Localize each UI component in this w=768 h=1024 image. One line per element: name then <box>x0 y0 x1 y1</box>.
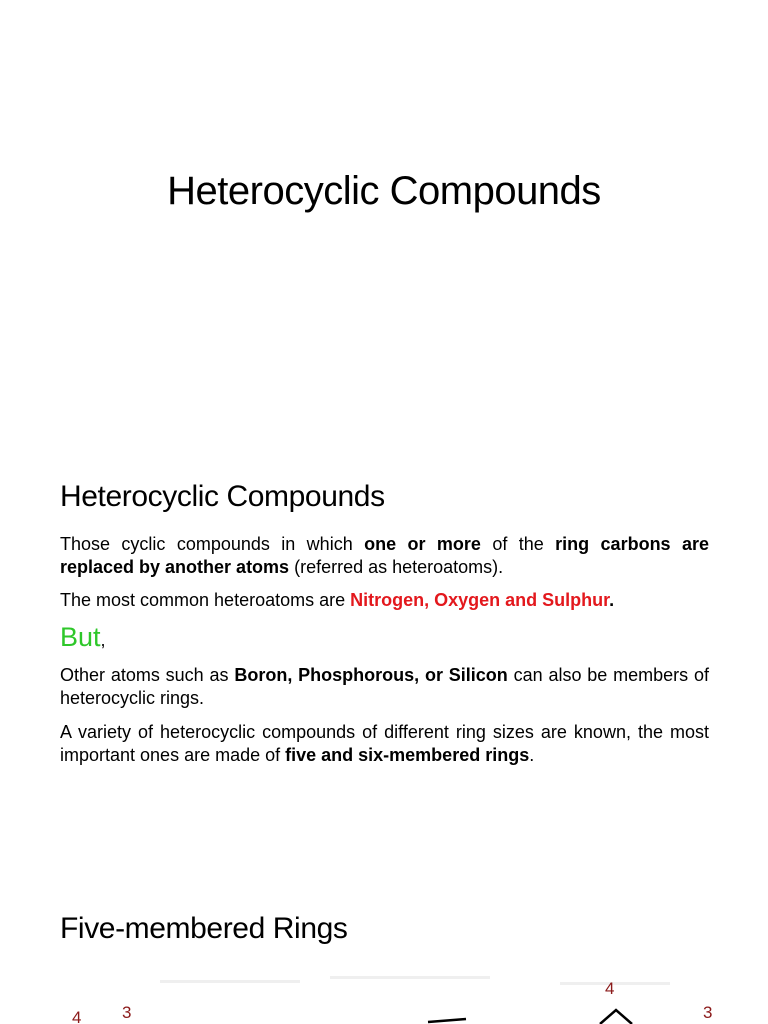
definition-text: Those cyclic compounds in which <box>60 534 365 554</box>
heteroatoms-highlight: Nitrogen, Oxygen and Sulphur <box>350 590 610 610</box>
ring-number-label: 3 <box>122 1003 132 1022</box>
other-emphasis: Boron, Phosphorous, or Silicon <box>234 665 508 685</box>
common-heteroatoms-paragraph <box>60 589 709 612</box>
but-word: But <box>60 622 101 652</box>
ring-number-label: 3 <box>703 1003 713 1022</box>
other-text: can also be members of heterocyclic rings. <box>60 665 709 708</box>
ring-structures-figure <box>0 962 768 1024</box>
but-paragraph <box>60 620 709 657</box>
variety-emphasis: five and six-membered rings <box>285 745 530 765</box>
definition-text: of the <box>480 534 556 554</box>
ring-number-label: 4 <box>72 1008 82 1024</box>
variety-text: . <box>529 745 535 765</box>
title-slide <box>0 0 768 430</box>
common-text: The most common heteroatoms are <box>60 590 351 610</box>
variety-text: A variety of heterocyclic compounds of different ring sizes are known, the most important ones are made of <box>60 722 709 765</box>
faint-marks <box>160 976 670 985</box>
ring-sizes-paragraph <box>60 721 709 767</box>
ring-number-label: 4 <box>605 979 615 998</box>
common-period: . <box>609 590 615 610</box>
ring-bonds <box>428 1010 632 1024</box>
definition-text: (referred as heteroatoms). <box>289 557 504 577</box>
slide-title: Heterocyclic Compounds <box>167 169 601 213</box>
other-atoms-paragraph <box>60 664 709 710</box>
definition-emphasis: ring carbons are replaced by another atoms <box>60 534 709 577</box>
definition-emphasis: one or more <box>364 534 481 554</box>
section-heading: Heterocyclic Compounds <box>60 480 385 513</box>
definition-slide <box>0 430 768 850</box>
other-text: Other atoms such as <box>60 665 235 685</box>
but-comma: , <box>100 630 106 650</box>
definition-paragraph <box>60 533 709 579</box>
five-membered-slide <box>0 850 768 1024</box>
section-heading: Five-membered Rings <box>60 912 348 945</box>
